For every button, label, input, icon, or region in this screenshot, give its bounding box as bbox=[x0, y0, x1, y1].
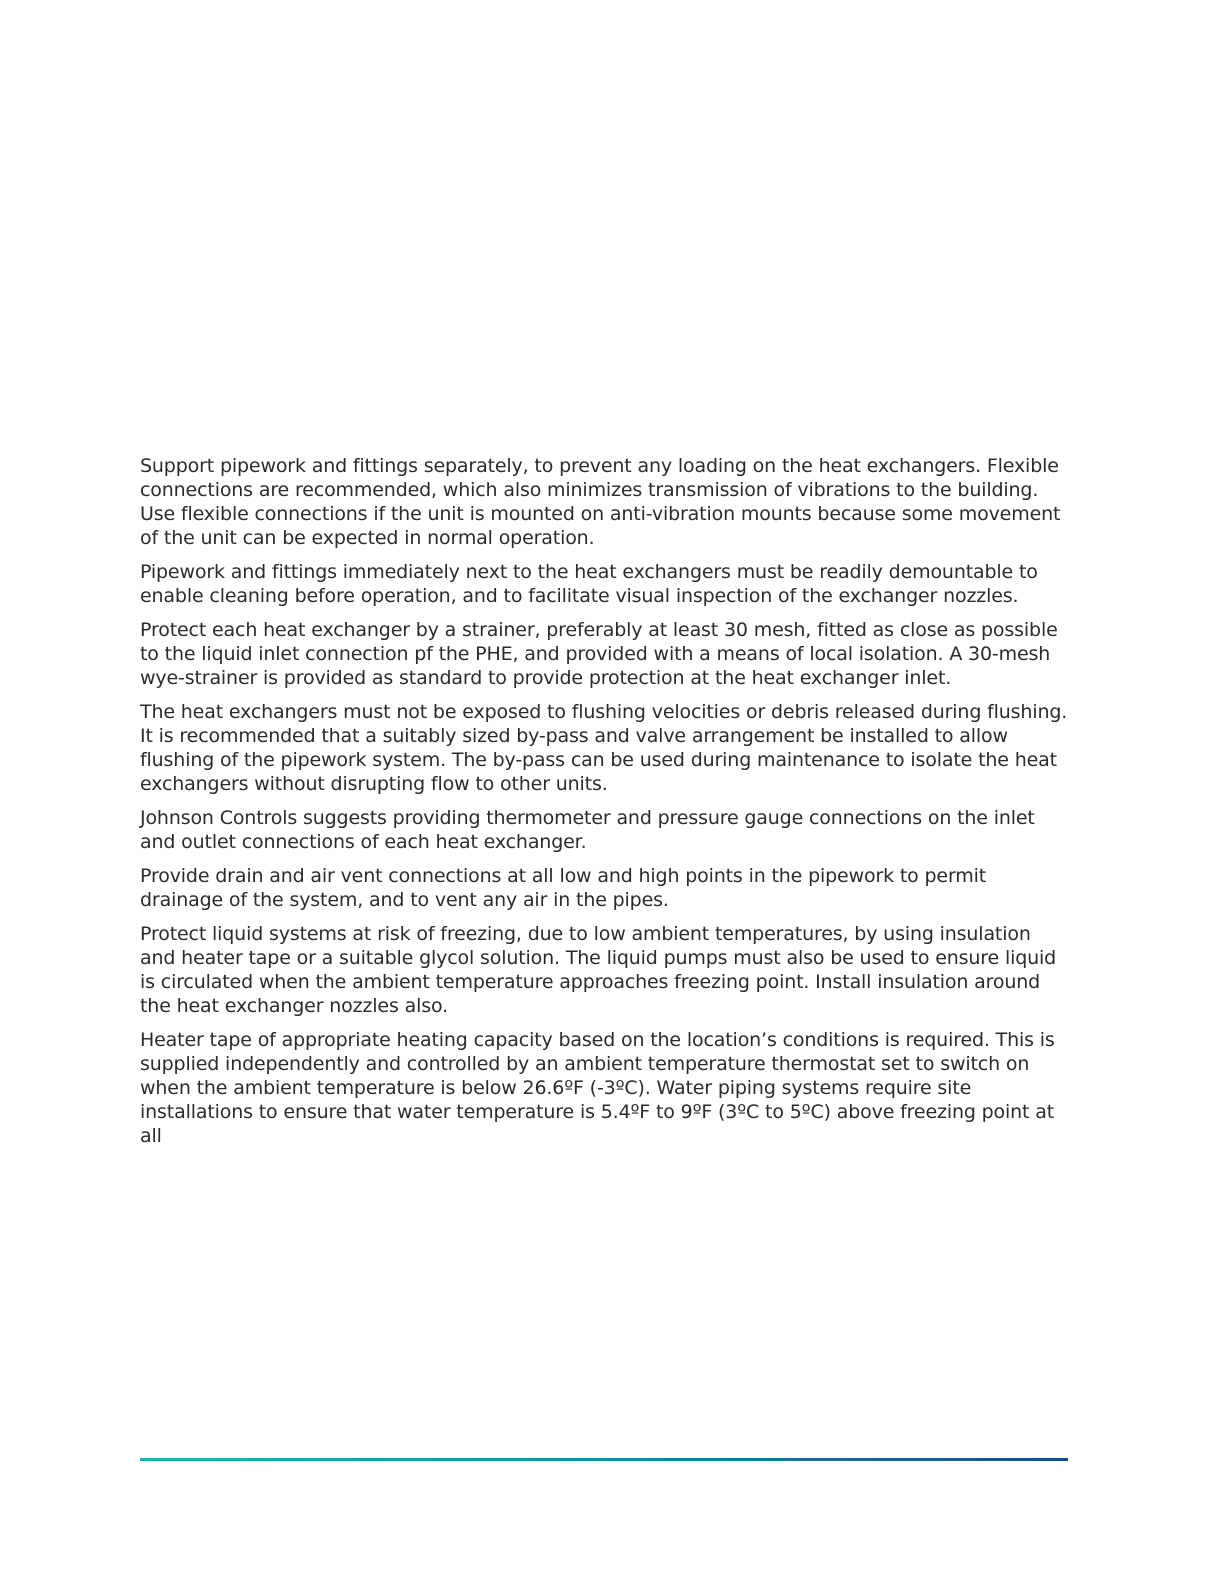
paragraph-flushing: The heat exchangers must not be exposed to flushing velocities or debris released during flushing. It is recommended that a suitably sized by-pass and valve arrangement be installed to allow flushing of the pipework system. The by-pass can be used during maintenance to isolate the heat exchangers without disrupting flow to other units. bbox=[140, 701, 1068, 795]
paragraph-demountable-fittings: Pipework and fittings immediately next to the heat exchangers must be readily demountable to enable cleaning before operation, and to facilitate visual inspection of the exchanger nozzles. bbox=[140, 561, 1038, 607]
paragraph-pipework-support: Support pipework and fittings separately, to prevent any loading on the heat exchangers. Flexible connections are recommended, which also minimizes transmission of vibrations to the building. Use flexible connections if the unit is mounted on anti-vibration mounts because some movement of the unit can be expected in normal operation. bbox=[140, 455, 1061, 549]
paragraph-drain-vent: Provide drain and air vent connections at all low and high points in the pipework to permit drainage of the system, and to vent any air in the pipes. bbox=[140, 865, 987, 911]
paragraph-gauge-connections: Johnson Controls suggests providing thermometer and pressure gauge connections on the inlet and outlet connections of each heat exchanger. bbox=[140, 807, 1035, 853]
paragraph-heater-tape: Heater tape of appropriate heating capacity based on the location’s conditions is required. This is supplied independently and controlled by an ambient temperature thermostat set to switch on when the ambient temperature is below 26.6ºF (-3ºC). Water piping systems require site installations to ensure that water temperature is 5.4ºF to 9ºF (3ºC to 5ºC) above freezing point at all bbox=[140, 1029, 1055, 1147]
footer-divider bbox=[140, 1458, 1068, 1461]
paragraph-strainer: Protect each heat exchanger by a strainer, preferably at least 30 mesh, fitted as close as possible to the liquid inlet connection pf the PHE, and provided with a means of local isolation. A 30-mesh wye-strainer is provided as standard to provide protection at the heat exchanger inlet. bbox=[140, 619, 1058, 689]
paragraph-freeze-protection: Protect liquid systems at risk of freezing, due to low ambient temperatures, by using insulation and heater tape or a suitable glycol solution. The liquid pumps must also be used to ensure liquid is circulated when the ambient temperature approaches freezing point. Install insulation around the heat exchanger nozzles also. bbox=[140, 923, 1057, 1017]
document-body bbox=[140, 454, 1070, 1158]
